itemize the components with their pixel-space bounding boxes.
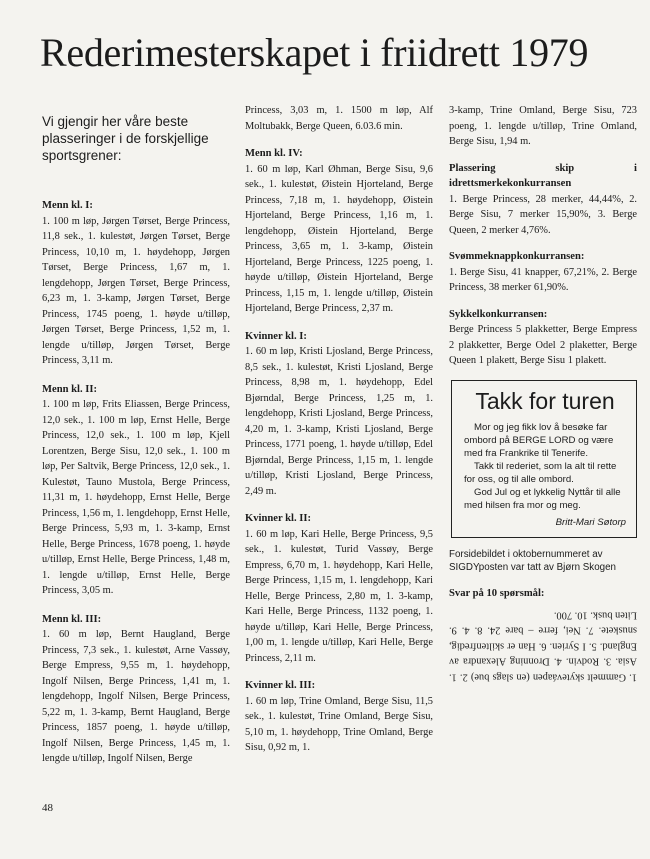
section-heading: Menn kl. II: <box>42 383 98 395</box>
section-kvinner-kl-3 <box>245 678 433 756</box>
section-menn-kl-1 <box>42 198 230 369</box>
section-menn-kl-3 <box>42 612 230 767</box>
answers-upside-down: 1. Gammelt skyteváapen (en slags bue) 2. 1. Asia. 3. Rodvin. 4. Dronning Alexandra av England. 5. I Syrien. 6. Han er skiltenfredig, snuskete. 7. Nei, ferre – bare 24. 8. 4. 9. Liten busk. 10. 700. <box>449 609 637 683</box>
section-heading: Kvinner kl. II: <box>245 513 312 524</box>
box-paragraph: Mor og jeg fikk lov å besøke far ombord på BERGE LORD og være med fra Frankrike til Tenerife. <box>464 421 614 459</box>
section-body: 1. 60 m løp, Trine Omland, Berge Sisu, 11,5 sek., 1. kulestøt, Trine Omland, Berge Sisu, 5,10 m, 1. høydehopp, Trine Omland, Berge Sisu, 0,92 m, 1. <box>245 695 433 753</box>
section-menn-kl-4 <box>245 146 433 317</box>
answers-heading: Svar på 10 spørsmål: <box>449 587 545 599</box>
section-body: Berge Princess 5 plakketter, Berge Empress 2 plakketter, Berge Odel 2 plaketter, Berge Queen 1 plakett, Berge Sisu 1 plakett. <box>449 324 637 366</box>
section-heading: Menn kl. IV: <box>245 148 303 159</box>
box-paragraph: Takk til rederiet, som la alt til rette for oss, og til alle ombord. <box>464 460 617 485</box>
cover-photo-note: Forsidebildet i oktobernummeret av SIGDYposten var tatt av Bjørn Skogen <box>449 548 616 573</box>
section-body: 1. 60 m løp, Bernt Haugland, Berge Princess, 7,3 sek., 1. kulestøt, Arne Vassøy, Berge Empress, 9,55 m, 1. høydehopp, Ingolf Nilsen, Berge Princess, 1,41 m, 1. lengdehopp, Ingolf Nilsen, Berge Princess, 5,22 m, 1. 3-kamp, Bernt Haugland, Berge Princess, 1857 poeng, 1. høyde u/tilløp, Ingolf Nilsen, Berge Princess, 1,45 m, 1. lengde u/tilløp, Ingolf Nilsen, Berge <box>42 629 230 764</box>
column-1 <box>42 103 230 780</box>
column-2 <box>245 103 433 768</box>
section-continued <box>449 103 637 150</box>
section-menn-kl-2 <box>42 382 230 599</box>
section-body: 1. Berge Sisu, 41 knapper, 67,21%, 2. Berge Princess, 38 merker 61,90%. <box>449 266 637 293</box>
section-heading: Menn kl. III: <box>42 613 102 625</box>
page-title: Rederimesterskapet i friidrett 1979 <box>40 30 589 75</box>
page-number: 48 <box>42 802 53 814</box>
section-heading: Plassering skip i idrettsmerkekonkurransen <box>449 162 637 189</box>
section-idrettsmerke <box>449 161 637 239</box>
section-body: 1. Berge Princess, 28 merker, 44,44%, 2. Berge Sisu, 7 merker 15,90%, 3. Berge Queen, 2 merker 4,76%. <box>449 193 637 236</box>
section-body: 1. 100 m løp, Jørgen Tørset, Berge Princess, 11,8 sek., 1. kulestøt, Jørgen Tørset, Berge Princess, 10,10 m, 1. høydehopp, Jørgen Tørset, Berge Princess, 1,67 m, 1. lengdehopp, Jørgen Tørset, Berge Princess, 6,23 m, 1. 3-kamp, Jørgen Tørset, Berge Princess, 1745 poeng, 1. høyde u/tilløp, Jørgen Tørset, Berge Princess, 1,52 m, 1. lengde u/tilløp, Jørgen Tørset, Berge Princess, 3,11 m. <box>42 215 230 366</box>
section-body: 1. 100 m løp, Frits Eliassen, Berge Princess, 12,0 sek., 1. 100 m løp, Ernst Helle, Berge Princess, 12,0 sek., 1. 100 m løp, Kjell Lorentzen, Berge Sisu, 12,0 sek., 1. 100 m løp, Per Saltvik, Berge Princess, 12,0 sek., 1. Kulestøt, Tauno Mustola, Berge Princess, 11,31 m, 1. høydehopp, Ernst Helle, Berge Princess, 1,56 m, 1. lengdehopp, Ernst Helle, Berge Princess, 5,93 m, 1. 3-kamp, Ernst Helle, Berge Princess, 1678 poeng, 1. høyde u/tilløp, Ernst Helle, Berge Princess, 1,48 m, 1. lengde u/tilløp, Ernst Helle, Berge Princess, 3,05 m. <box>42 399 230 596</box>
intro-text: Vi gjengir her våre beste plasseringer i de forskjellige sportsgrener: <box>42 114 209 163</box>
section-sykkel <box>449 307 637 369</box>
section-body: 3-kamp, Trine Omland, Berge Sisu, 723 poeng, 1. lengde u/tilløp, Trine Omland, Berge Sisu, 1,94 m. <box>449 105 637 147</box>
section-heading: Kvinner kl. I: <box>245 330 307 342</box>
section-continued <box>245 103 433 134</box>
column-3 <box>449 103 637 685</box>
section-kvinner-kl-2 <box>245 511 433 666</box>
box-paragraph: God Jul og et lykkelig Nyttår til alle med hilsen fra mor og meg. <box>464 486 621 511</box>
section-body: Princess, 3,03 m, 1. 1500 m løp, Alf Moltubakk, Berge Queen, 6.03.6 min. <box>245 105 433 132</box>
section-kvinner-kl-1 <box>245 329 433 500</box>
box-signature: Britt-Mari Søtorp <box>555 516 626 528</box>
section-heading: Svømmeknappkonkurransen: <box>449 251 585 262</box>
section-heading: Sykkelkonkurransen: <box>449 308 548 320</box>
section-heading: Kvinner kl. III: <box>245 680 316 691</box>
section-body: 1. 60 m løp, Karl Øhman, Berge Sisu, 9,6 sek., 1. kulestøt, Øistein Hjorteland, Berge Princess, 7,18 m, 1. høydehopp, Øistein Hjorteland, Berge Princess, 1,16 m, 1. lengdehopp, Øistein Hjorteland, Berge Princess, 3,65 m, 1. 3-kamp, Øistein Hjorteland, Berge Princess, 1225 poeng, 1. høyde u/tilløp, Øistein Hjorteland, Berge Princess, 1,15 m, 1. lengde u/tilløp, Øistein Hjorteland, Berge Princess, 2,37 m. <box>245 163 433 314</box>
box-title: Takk for turen <box>475 387 615 414</box>
section-svommeknapp <box>449 249 637 296</box>
takk-for-turen-box <box>451 380 637 538</box>
section-heading: Menn kl. I: <box>42 200 93 211</box>
section-body: 1. 60 m løp, Kari Helle, Berge Princess, 9,5 sek., 1. kulestøt, Turid Vassøy, Berge Empress, 6,70 m, 1. høydehopp, Kari Helle, Berge Princess, 1,15 m, 1. lengdehopp, Kari Helle, Berge Princess, 2,80 m, 1. 3-kamp, Kari Helle, Berge Princess, 1132 poeng, 1. høyde u/tilløp, Kari Helle, Berge Princess, 1,00 m, 1. lengde u/tilløp, Kari Helle, Berge Princess, 2,11 m. <box>245 528 433 664</box>
section-body: 1. 60 m løp, Kristi Ljosland, Berge Princess, 8,5 sek., 1. kulestøt, Kristi Ljosland, Berge Princess, 8,98 m, 1. høydehopp, Edel Bjørndal, Berge Princess, 1,25 m, 1. lengdehopp, Kristi Ljosland, Berge Princess, 4,20 m, 1. 3-kamp, Kristi Ljosland, Berge Princess, 1771 poeng, 1. høyde u/tilløp, Edel Bjørndal, Berge Princess, 1,15 m, 1. lengde u/tilløp, Kristi Ljosland, Berge Princess, 2,49 m. <box>245 346 433 497</box>
